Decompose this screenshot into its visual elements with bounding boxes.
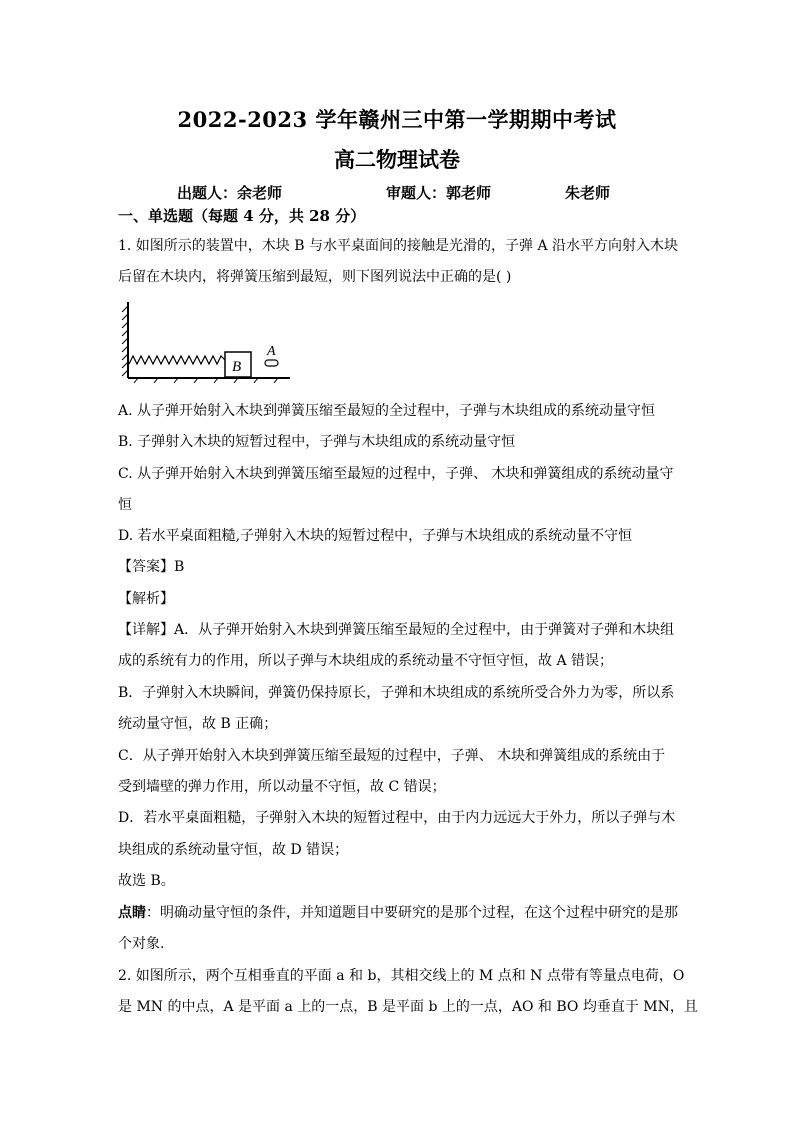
q1-option-b: B. 子弹射入木块的短暂过程中，子弹与木块组成的系统动量守恒 — [118, 434, 516, 450]
q1-explanation-line8: 块组成的系统动量守恒，故 D 错误； — [118, 842, 349, 858]
q1-comment-line2: 个对象. — [118, 936, 165, 952]
q1-explanation-line3: B．子弹射入木块瞬间，弹簧仍保持原长，子弹和木块组成的系统所受合外力为零，所以系 — [118, 685, 675, 701]
q1-answer: 【答案】B — [118, 559, 185, 575]
q2-line2: 是 MN 的中点，A 是平面 a 上的一点，B 是平面 b 上的一点，AO 和 BO 均垂直于 MN，且 — [118, 999, 698, 1015]
q1-explanation-line5: C．从子弹开始射入木块到弹簧压缩至最短的过程中，子弹、 木块和弹簧组成的系统由于 — [118, 748, 666, 764]
reviewer: 审题人：郭老师 — [386, 184, 492, 202]
q1-stem-line2: 后留在木块内，将弹簧压缩到最短，则下图列说法中正确的是( ) — [118, 269, 512, 285]
spring-block-bullet-diagram — [118, 298, 293, 384]
bullet-a-label: A — [267, 344, 276, 359]
q1-option-c-line1: C. 从子弹开始射入木块到弹簧压缩至最短的过程中，子弹、 木块和弹簧组成的系统动量守 — [118, 466, 674, 482]
q1-option-c-line2: 恒 — [118, 497, 132, 513]
q1-explanation-line6: 受到墙壁的弹力作用，所以动量不守恒，故 C 错误； — [118, 779, 446, 795]
setter: 出题人：余老师 — [177, 184, 283, 202]
floor — [128, 378, 290, 383]
q1-option-a: A. 从子弹开始射入木块到弹簧压缩至最短的全过程中，子弹与木块组成的系统动量守恒 — [118, 403, 656, 419]
q1-figure — [118, 298, 293, 388]
q1-option-d: D. 若水平桌面粗糙,子弹射入木块的短暂过程中，子弹与木块组成的系统动量不守恒 — [118, 528, 633, 544]
bullet-a — [265, 360, 278, 366]
q1-explanation-line9: 故选 B。 — [118, 873, 175, 889]
q1-analysis-heading: 【解析】 — [118, 591, 174, 607]
reviewer-2: 朱老师 — [565, 184, 611, 202]
q2-line1: 2. 如图所示，两个互相垂直的平面 a 和 b，其相交线上的 M 点和 N 点带有等量点电荷，O — [118, 968, 685, 984]
exam-subtitle: 高二物理试卷 — [334, 147, 460, 172]
q1-explanation-line1: 【详解】A．从子弹开始射入木块到弹簧压缩至最短的全过程中，由于弹簧对子弹和木块组 — [118, 622, 675, 638]
comment-label: 点睛 — [118, 905, 146, 921]
q1-explanation-line7: D．若水平桌面粗糙，子弹射入木块的短暂过程中，由于内力远远大于外力，所以子弹与木 — [118, 810, 676, 826]
section-heading: 一、单选题（每题 4 分，共 28 分） — [118, 207, 366, 225]
q1-comment-line1 — [118, 904, 678, 922]
block-b-label: B — [232, 359, 242, 375]
comment-text: ：明确动量守恒的条件，并知道题目中要研究的是那个过程，在这个过程中研究的是那 — [146, 905, 678, 921]
q1-stem-line1: 1. 如图所示的装置中，木块 B 与水平桌面间的接触是光滑的，子弹 A 沿水平方向射入木块 — [118, 238, 679, 254]
q1-explanation-line4: 统动量守恒，故 B 正确； — [118, 716, 278, 732]
spring — [129, 356, 225, 364]
exam-title: 2022-2023 学年赣州三中第一学期期中考试 — [177, 107, 617, 132]
wall — [122, 302, 128, 378]
q1-explanation-line2: 成的系统有力的作用，所以子弹与木块组成的系统动量不守恒守恒，故 A 错误； — [118, 653, 614, 669]
